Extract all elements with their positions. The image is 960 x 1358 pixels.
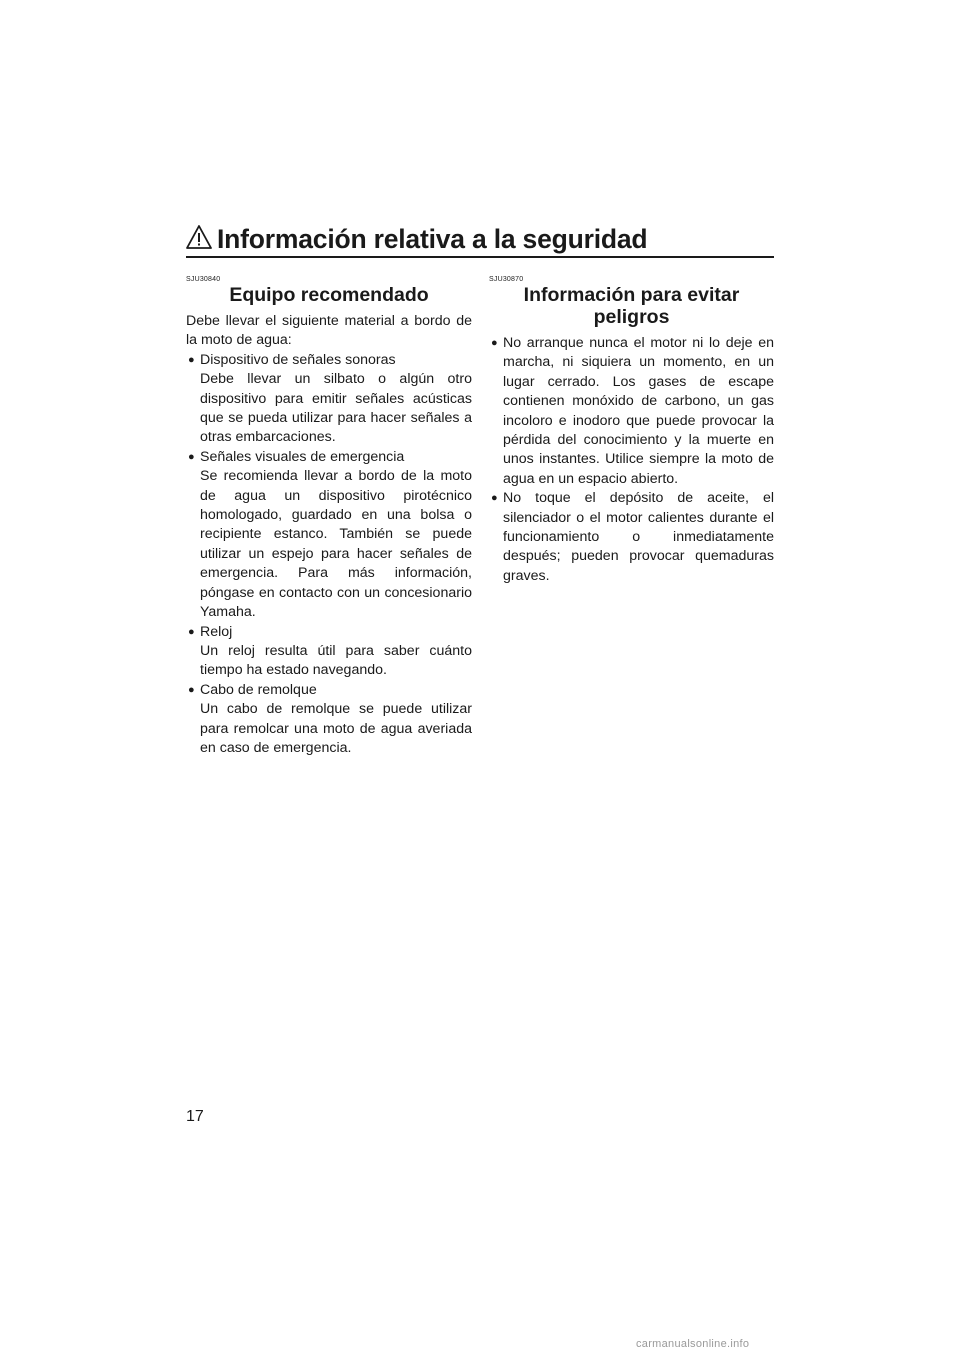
list-item: [489, 334, 774, 489]
item-text: Un reloj resulta útil para saber cuánto tiempo ha estado navegando.: [200, 642, 472, 679]
list-item: [489, 489, 774, 586]
section-title: Información para evitar peligros: [523, 284, 740, 328]
section-title: Equipo recomendado: [229, 284, 429, 306]
page-title: Información relativa a la seguridad: [217, 224, 648, 254]
item-title: Cabo de remolque: [200, 681, 317, 698]
bullet-icon: ●: [491, 492, 498, 505]
page-header: [186, 222, 774, 258]
item-title: Dispositivo de señales sonoras: [200, 351, 396, 368]
item-text: Debe llevar un silbato o algún otro dispositivo para emitir señales acústicas que se pueda utilizar para hacer señales a otras embarcaciones.: [200, 371, 472, 446]
bullet-icon: ●: [188, 625, 195, 638]
item-title: Reloj: [200, 623, 233, 640]
warning-triangle-icon: [186, 224, 212, 250]
watermark: carmanualsonline.info: [636, 1338, 750, 1350]
list-item: [186, 681, 472, 759]
list-item: [186, 623, 472, 681]
equipment-section: [186, 276, 472, 758]
list-item: [186, 351, 472, 448]
hazards-section: [489, 276, 774, 586]
item-title: Señales visuales de emergencia: [200, 448, 405, 465]
bullet-icon: ●: [188, 450, 195, 463]
bullet-icon: ●: [188, 683, 195, 696]
header-rule: [186, 256, 774, 258]
section-intro: Debe llevar el siguiente material a bordo de la moto de agua:: [186, 313, 472, 349]
bullet-icon: ●: [188, 353, 195, 366]
page-number: 17: [186, 1108, 204, 1125]
section-code: SJU30840: [186, 276, 221, 283]
item-text: Un cabo de remolque se puede utilizar para remolcar una moto de agua averiada en caso de emergencia.: [200, 701, 472, 756]
item-text: Se recomienda llevar a bordo de la moto de agua un dispositivo pirotécnico homologado, guardado en una bolsa o recipiente estanco. También se puede utilizar un espejo para hacer señales de emergencia. Para más información, póngase en contacto con un concesionario Yamaha.: [200, 468, 472, 621]
equipment-list: [186, 351, 472, 759]
bullet-icon: ●: [491, 337, 498, 349]
item-text: No arranque nunca el motor ni lo deje en marcha, ni siquiera un momento, en un lugar cerrado. Los gases de escape contienen monóxido de carbono, un gas incoloro e inodoro que puede provocar la pérdida del conocimiento y la muerte en unos instantes. Utilice siempre la moto de agua en un espacio abierto.: [503, 335, 774, 487]
item-text: No toque el depósito de aceite, el silenciador o el motor calientes durante el funcionamiento o inmediatamente después; pueden provocar quemaduras graves.: [503, 490, 774, 584]
hazards-list: [489, 334, 774, 586]
section-code: SJU30870: [489, 276, 524, 283]
list-item: [186, 448, 472, 623]
